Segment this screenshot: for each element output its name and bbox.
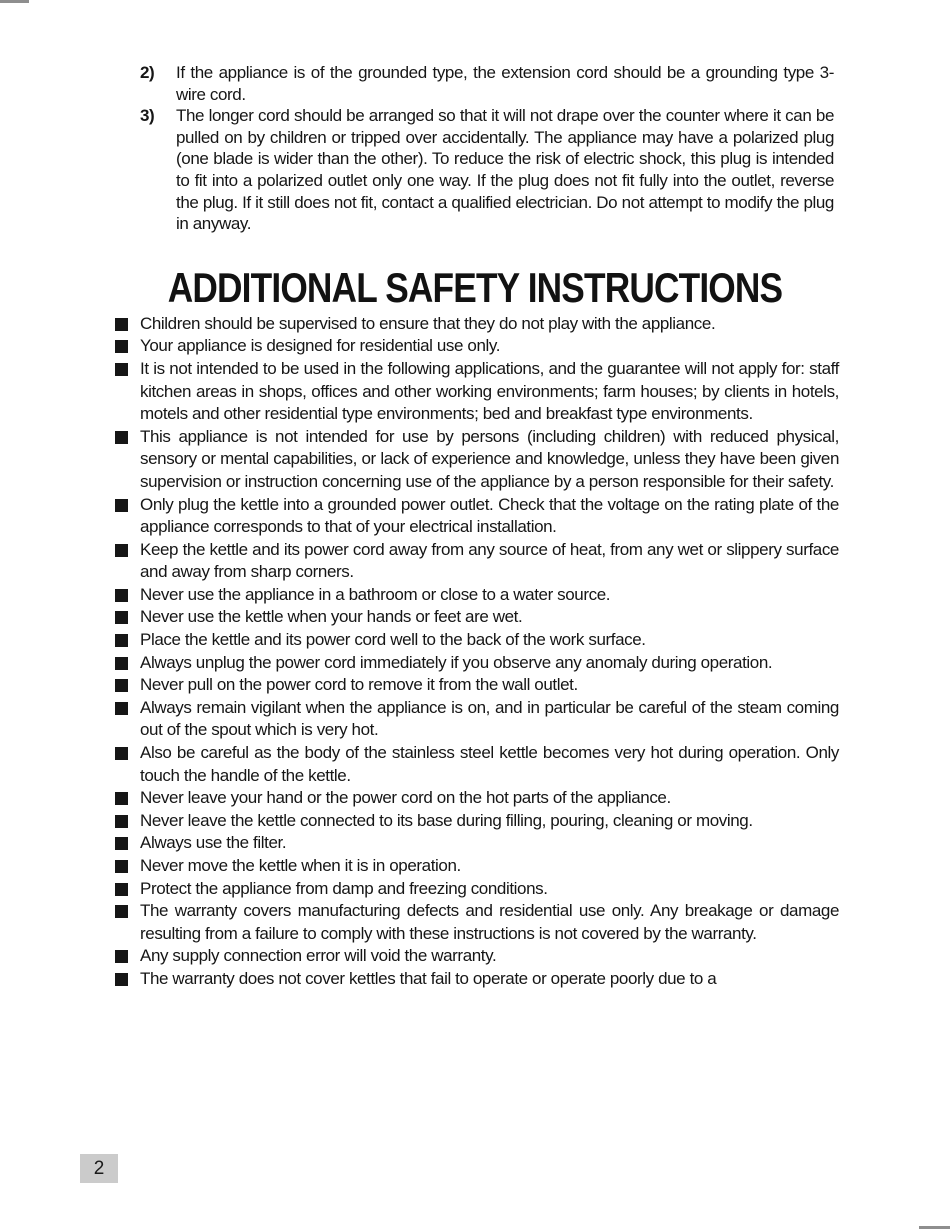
bullet-text: Always remain vigilant when the appliance is on, and in particular be careful of the steam coming out of the spout which is very hot. [140, 697, 839, 740]
bullet-item [115, 426, 839, 494]
bullet-text: It is not intended to be used in the following applications, and the guarantee will not apply for: staff kitchen areas in shops, offices and other working environments; farm houses; by clients in hotels, motels and other residential type environments; bed and breakfast type environments. [140, 358, 839, 424]
bullet-text: Any supply connection error will void the warranty. [140, 946, 497, 966]
bullet-text: Never move the kettle when it is in operation. [140, 856, 461, 875]
bullet-square-icon [115, 860, 128, 873]
safety-bullet-list [115, 313, 839, 991]
bullet-text: The warranty does not cover kettles that fail to operate or operate poorly due to a [140, 968, 717, 988]
bullet-item [115, 900, 839, 945]
bullet-item [115, 313, 839, 336]
section-heading: ADDITIONAL SAFETY INSTRUCTIONS [167, 263, 783, 311]
bullet-square-icon [115, 611, 128, 624]
bullet-item [115, 539, 839, 584]
bullet-item [115, 629, 839, 652]
scan-artifact-top-left [0, 0, 29, 3]
bullet-item [115, 968, 839, 991]
bullet-item [115, 945, 839, 968]
bullet-text: Children should be supervised to ensure that they do not play with the appliance. [140, 313, 716, 333]
bullet-item [115, 494, 839, 539]
numbered-list [140, 62, 834, 235]
bullet-item [115, 335, 839, 358]
bullet-text: Never use the kettle when your hands or feet are wet. [140, 607, 523, 627]
bullet-item [115, 742, 839, 787]
bullet-item [115, 855, 839, 878]
bullet-square-icon [115, 431, 128, 444]
bullet-item [115, 584, 839, 607]
bullet-square-icon [115, 318, 128, 331]
bullet-text: Never leave your hand or the power cord on the hot parts of the appliance. [140, 788, 671, 808]
bullet-square-icon [115, 883, 128, 896]
bullet-item [115, 652, 839, 675]
page-number-badge: 2 [80, 1154, 118, 1183]
item-text: The longer cord should be arranged so that it will not drape over the counter where it can be pulled on by children or tripped over accidentally. The appliance may have a polarized plug (one blade is wider than the other). To reduce the risk of electric shock, this plug is intended to fit into a polarized outlet only one way. If the plug does not fit fully into the outlet, reverse the plug. If it still does not fit, contact a qualified electrician. Do not attempt to modify the plug in anyway. [176, 106, 834, 234]
bullet-square-icon [115, 815, 128, 828]
numbered-item [140, 62, 834, 105]
bullet-square-icon [115, 792, 128, 805]
bullet-text: Never use the appliance in a bathroom or close to a water source. [140, 584, 611, 604]
bullet-text: Keep the kettle and its power cord away from any source of heat, from any wet or slippery surface and away from sharp corners. [140, 539, 839, 582]
bullet-text: The warranty covers manufacturing defects and residential use only. Any breakage or damage resulting from a failure to comply with these instructions is not covered by the warranty. [140, 901, 839, 943]
bullet-text: Only plug the kettle into a grounded power outlet. Check that the voltage on the rating plate of the appliance corresponds to that of your electrical installation. [140, 494, 839, 537]
item-number: 2) [140, 63, 155, 82]
bullet-square-icon [115, 634, 128, 647]
bullet-text: Protect the appliance from damp and freezing conditions. [140, 878, 548, 898]
bullet-text: This appliance is not intended for use by persons (including children) with reduced physical, sensory or mental capabilities, or lack of experience and knowledge, unless they have been given supervision or instruction concerning use of the appliance by a person responsible for their safety. [140, 426, 839, 491]
item-text: If the appliance is of the grounded type, the extension cord should be a grounding type 3-wire cord. [176, 63, 834, 104]
bullet-square-icon [115, 499, 128, 512]
bullet-square-icon [115, 544, 128, 557]
bullet-square-icon [115, 702, 128, 715]
bullet-square-icon [115, 837, 128, 850]
bullet-item [115, 358, 839, 426]
numbered-item [140, 105, 834, 235]
bullet-item [115, 606, 839, 629]
bullet-text: Place the kettle and its power cord well to the back of the work surface. [140, 630, 646, 650]
bullet-text: Always unplug the power cord immediately if you observe any anomaly during operation. [140, 652, 773, 672]
bullet-item [115, 674, 839, 697]
item-number: 3) [140, 106, 155, 126]
bullet-square-icon [115, 363, 128, 376]
bullet-square-icon [115, 973, 128, 986]
bullet-square-icon [115, 340, 128, 353]
bullet-square-icon [115, 950, 128, 963]
bullet-text: Always use the filter. [140, 833, 287, 853]
bullet-item [115, 697, 839, 742]
bullet-text: Never leave the kettle connected to its base during filling, pouring, cleaning or moving. [140, 810, 753, 830]
bullet-square-icon [115, 905, 128, 918]
bullet-text: Never pull on the power cord to remove it from the wall outlet. [140, 675, 578, 695]
bullet-item [115, 832, 839, 855]
bullet-square-icon [115, 657, 128, 670]
bullet-square-icon [115, 679, 128, 692]
bullet-text: Also be careful as the body of the stainless steel kettle becomes very hot during operation. Only touch the handle of the kettle. [140, 743, 839, 785]
bullet-item [115, 787, 839, 810]
bullet-square-icon [115, 747, 128, 760]
bullet-square-icon [115, 589, 128, 602]
bullet-item [115, 878, 839, 901]
bullet-item [115, 810, 839, 833]
bullet-text: Your appliance is designed for residential use only. [140, 336, 501, 356]
